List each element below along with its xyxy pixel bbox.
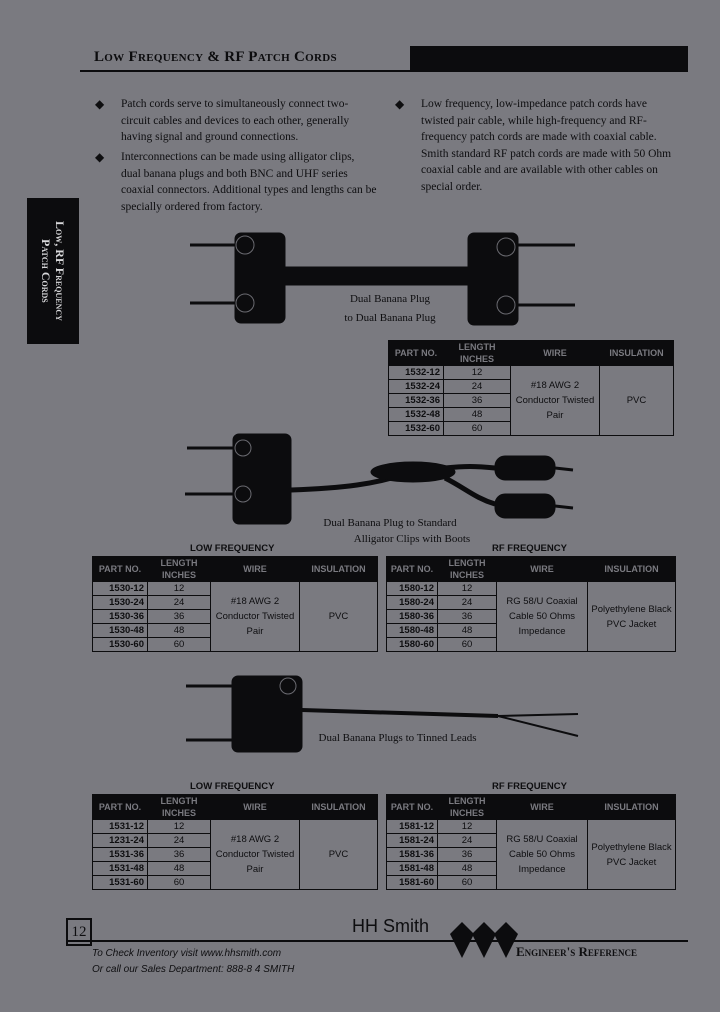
cable: [445, 478, 495, 504]
intro-bullet-text: Interconnections can be made using alligator clips, dual banana plugs and both BNC and UHF series coaxial connectors. Additional types and lengths can be specially ordered from factory.: [121, 151, 377, 213]
length: 24: [148, 834, 211, 848]
length: 60: [148, 638, 211, 652]
bullet-diamond-icon: ◆: [95, 97, 105, 111]
col-header-length: LENGTH INCHES: [148, 795, 211, 820]
table-row: [93, 820, 378, 834]
length: 24: [438, 596, 497, 610]
banana-screw: [280, 678, 296, 694]
product3-rf-table: [386, 794, 676, 890]
table-header-row: [387, 557, 676, 582]
part-number: 1530-48: [93, 624, 148, 638]
part-number: 1532-36: [389, 394, 444, 408]
part-number: 1530-12: [93, 582, 148, 596]
header-rule: [80, 70, 688, 72]
wire-spec: RG 58/U Coaxial Cable 50 Ohms Impedance: [497, 582, 588, 652]
side-tab-label: [27, 198, 79, 344]
length: 36: [148, 610, 211, 624]
col-header-wire: WIRE: [211, 557, 300, 582]
wire-spec: #18 AWG 2 Conductor Twisted Pair: [211, 820, 300, 890]
part-number: 1580-12: [387, 582, 438, 596]
insulation-spec: Polyethylene Black PVC Jacket: [588, 582, 676, 652]
part-number: 1532-12: [389, 366, 444, 380]
col-header-insulation: INSULATION: [588, 795, 676, 820]
part-number: 1531-60: [93, 876, 148, 890]
side-tab-line1: Low, RF Frequency: [53, 221, 67, 321]
wire-spec: #18 AWG 2 Conductor Twisted Pair: [511, 366, 600, 436]
side-tab-line2: Patch Cords: [39, 239, 53, 303]
length: 48: [444, 408, 511, 422]
length: 12: [438, 820, 497, 834]
intro-bullet-3: [395, 96, 683, 196]
length: 36: [148, 848, 211, 862]
wire-spec: #18 AWG 2 Conductor Twisted Pair: [211, 582, 300, 652]
part-number: 1532-48: [389, 408, 444, 422]
brand-name: HH Smith: [352, 916, 430, 936]
length: 12: [444, 366, 511, 380]
length: 48: [438, 624, 497, 638]
diamond-mark: [450, 922, 474, 958]
wire-spec: RG 58/U Coaxial Cable 50 Ohms Impedance: [497, 820, 588, 890]
length: 24: [438, 834, 497, 848]
page-title: Low Frequency & RF Patch Cords: [94, 49, 337, 65]
length: 12: [438, 582, 497, 596]
part-number: 1531-12: [93, 820, 148, 834]
tinned-lead: [498, 714, 578, 716]
table-row: [93, 582, 378, 596]
table-row: [389, 366, 674, 380]
product2-rf-table: [386, 556, 676, 652]
banana-screw: [235, 486, 251, 502]
length: 24: [444, 380, 511, 394]
col-header-insulation: INSULATION: [300, 557, 378, 582]
length: 60: [438, 638, 497, 652]
length: 24: [148, 596, 211, 610]
banana-to-tinned-leads-illustration: [178, 670, 598, 760]
col-header-part: PART NO.: [387, 795, 438, 820]
alligator-jaw: [555, 506, 573, 508]
banana-screw: [235, 440, 251, 456]
cable: [302, 710, 498, 716]
length: 36: [438, 610, 497, 624]
part-number: 1530-60: [93, 638, 148, 652]
product3-rf-label: RF FREQUENCY: [492, 781, 567, 792]
cable-split-boot: [371, 462, 455, 482]
col-header-wire: WIRE: [511, 341, 600, 366]
part-number: 1532-60: [389, 422, 444, 436]
intro-bullet-2: [95, 149, 383, 215]
part-number: 1580-60: [387, 638, 438, 652]
table-header-row: [387, 795, 676, 820]
col-header-length: LENGTH INCHES: [444, 341, 511, 366]
engineers-reference-label: Engineer's Reference: [516, 944, 637, 959]
footer-sales-line: Or call our Sales Department: 888-8 4 SMITH: [92, 964, 295, 975]
table-row: [387, 582, 676, 596]
product2-low-label: LOW FREQUENCY: [190, 543, 275, 554]
col-header-length: LENGTH INCHES: [438, 557, 497, 582]
intro-bullet-text: Low frequency, low-impedance patch cords have twisted pair cable, while high-frequency and RF-frequency patch cords are made with coaxial cable. Smith standard RF patch cords are made with 50 Ohm coaxial cable and are available with other cables on special order.: [421, 98, 672, 193]
part-number: 1531-36: [93, 848, 148, 862]
table-header-row: [389, 341, 674, 366]
bullet-diamond-icon: ◆: [395, 97, 405, 111]
footer-inventory-line: To Check Inventory visit www.hhsmith.com: [92, 948, 282, 959]
table-header-row: [93, 557, 378, 582]
length: 48: [438, 862, 497, 876]
length: 48: [148, 862, 211, 876]
col-header-length: LENGTH INCHES: [148, 557, 211, 582]
length: 60: [438, 876, 497, 890]
col-header-part: PART NO.: [93, 557, 148, 582]
col-header-wire: WIRE: [497, 795, 588, 820]
table-row: [387, 820, 676, 834]
diamond-mark: [472, 922, 496, 958]
part-number: 1581-60: [387, 876, 438, 890]
banana-to-alligator-illustration: [175, 428, 595, 528]
part-number: 1231-24: [93, 834, 148, 848]
product2-low-table: [92, 556, 378, 652]
length: 36: [438, 848, 497, 862]
part-number: 1581-48: [387, 862, 438, 876]
cable: [280, 267, 480, 285]
product1-caption-line1: Dual Banana Plug: [349, 293, 431, 305]
product2-caption-line1: Dual Banana Plug to Standard: [300, 517, 480, 529]
part-number: 1581-36: [387, 848, 438, 862]
part-number: 1532-24: [389, 380, 444, 394]
diamonds-logo-icon: [446, 918, 520, 962]
cable: [445, 467, 495, 469]
banana-screw: [497, 238, 515, 256]
footer-rule: [66, 940, 688, 942]
length: 12: [148, 582, 211, 596]
length: 48: [148, 624, 211, 638]
intro-bullet-1: [95, 96, 383, 148]
alligator-clip-boot: [495, 494, 555, 518]
part-number: 1530-24: [93, 596, 148, 610]
part-number: 1530-36: [93, 610, 148, 624]
banana-screw: [236, 236, 254, 254]
product1-caption-line2: to Dual Banana Plug: [344, 312, 436, 324]
product1-spec-table: [388, 340, 674, 436]
banana-screw: [236, 294, 254, 312]
tinned-lead: [498, 716, 578, 736]
insulation-spec: PVC: [300, 582, 378, 652]
product3-low-table: [92, 794, 378, 890]
product3-caption: Dual Banana Plugs to Tinned Leads: [305, 732, 490, 744]
part-number: 1531-48: [93, 862, 148, 876]
alligator-jaw: [555, 468, 573, 470]
product3-low-label: LOW FREQUENCY: [190, 781, 275, 792]
insulation-spec: PVC: [600, 366, 674, 436]
part-number: 1580-36: [387, 610, 438, 624]
alligator-clip-boot: [495, 456, 555, 480]
product2-caption-line2: Alligator Clips with Boots: [322, 533, 502, 545]
intro-bullet-text: Patch cords serve to simultaneously connect two-circuit cables and devices to each other, generally having signal and ground connections.: [121, 98, 350, 143]
col-header-part: PART NO.: [389, 341, 444, 366]
col-header-wire: WIRE: [211, 795, 300, 820]
col-header-length: LENGTH INCHES: [438, 795, 497, 820]
col-header-part: PART NO.: [93, 795, 148, 820]
page-number: 12: [66, 918, 92, 946]
insulation-spec: PVC: [300, 820, 378, 890]
part-number: 1580-48: [387, 624, 438, 638]
length: 12: [148, 820, 211, 834]
part-number: 1581-24: [387, 834, 438, 848]
insulation-spec: Polyethylene Black PVC Jacket: [588, 820, 676, 890]
part-number: 1580-24: [387, 596, 438, 610]
length: 60: [148, 876, 211, 890]
banana-screw: [497, 296, 515, 314]
length: 60: [444, 422, 511, 436]
col-header-insulation: INSULATION: [600, 341, 674, 366]
length: 36: [444, 394, 511, 408]
col-header-part: PART NO.: [387, 557, 438, 582]
product2-rf-label: RF FREQUENCY: [492, 543, 567, 554]
diamond-mark: [494, 922, 518, 958]
col-header-insulation: INSULATION: [588, 557, 676, 582]
bullet-diamond-icon: ◆: [95, 150, 105, 164]
part-number: 1581-12: [387, 820, 438, 834]
col-header-wire: WIRE: [497, 557, 588, 582]
col-header-insulation: INSULATION: [300, 795, 378, 820]
table-header-row: [93, 795, 378, 820]
